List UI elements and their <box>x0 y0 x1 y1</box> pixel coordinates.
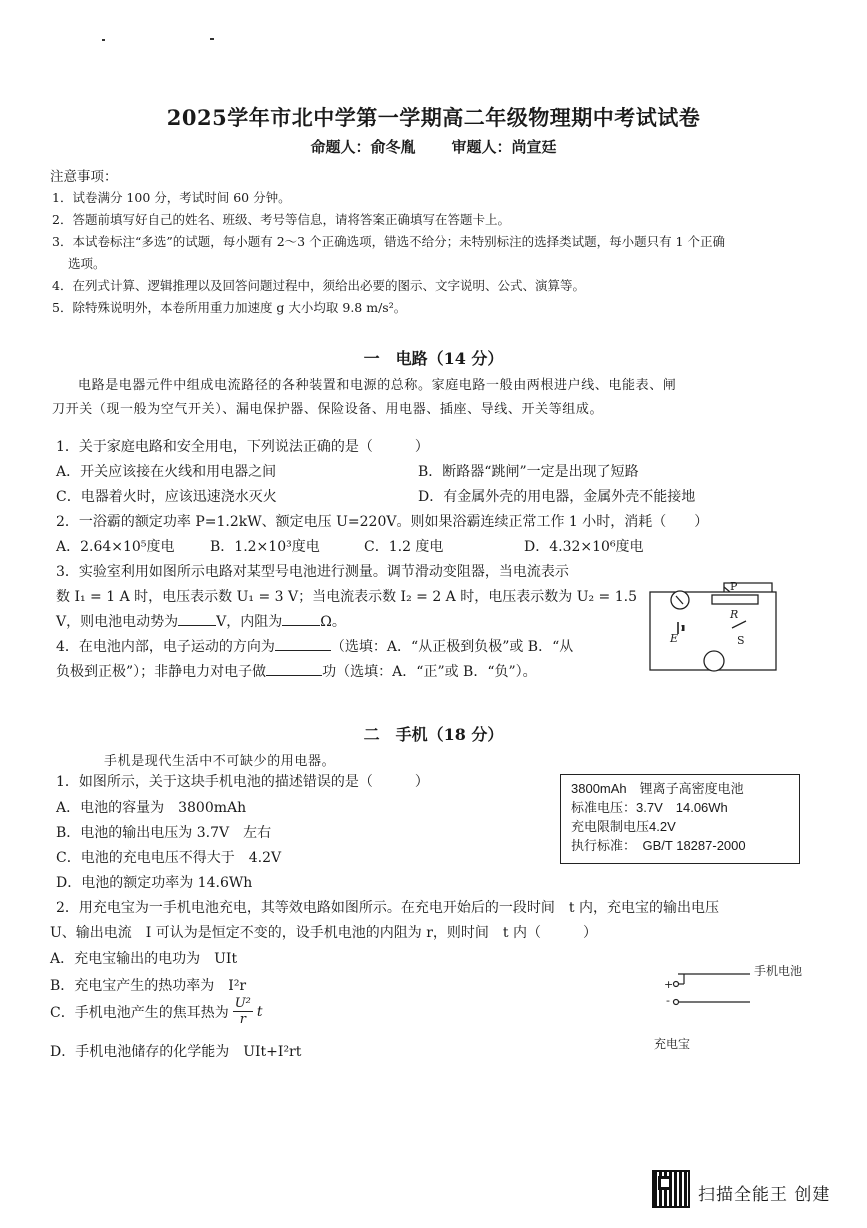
option-b: B．充电宝产生的热功率为 I²r <box>50 978 247 994</box>
question-fill-line <box>56 661 537 681</box>
section-1-heading: 一 电路（14 分） <box>363 349 504 368</box>
battery-label-line: 标准电压：3.7V 14.06Wh <box>571 800 728 815</box>
terminal-minus <box>674 1000 679 1005</box>
option-c: C．电池的充电电压不得大于 4.2V <box>56 850 282 866</box>
option-d: D．4.32×10⁶度电 <box>524 539 644 555</box>
fill-text: V，则电池电动势为 <box>56 614 179 630</box>
section-1-intro: 电路是电器元件中组成电流路径的各种装置和电源的总称。家庭电路一般由两根进户线、电能表、闸 <box>78 378 677 393</box>
option-b: B．断路器“跳闸”一定是出现了短路 <box>418 464 639 480</box>
question-stem: 1．如图所示，关于这块手机电池的描述错误的是（ ） <box>56 774 429 790</box>
option-b: B．1.2×10³度电 <box>210 539 320 555</box>
notes-heading: 注意事项： <box>50 169 118 185</box>
option-c-tail: t <box>256 1003 263 1020</box>
label-e: E <box>670 632 679 645</box>
option-d: D．有金属外壳的用电器，金属外壳不能接地 <box>418 489 696 505</box>
note-item: 1．试卷满分 100 分，考试时间 60 分钟。 <box>52 190 291 205</box>
question-fill-line <box>56 611 346 631</box>
rheostat-icon <box>712 595 758 604</box>
section-2-heading: 二 手机（18 分） <box>363 725 504 744</box>
fill-text: 负极到正极”）；非静电力对电子做 <box>56 664 267 680</box>
answer-blank-direction[interactable] <box>275 638 331 651</box>
battery-label-line: 充电限制电压4.2V <box>571 819 676 834</box>
note-item: 5．除特殊说明外，本卷所用重力加速度 g 大小均取 9.8 m/s²。 <box>52 300 407 315</box>
option-a: A．电池的容量为 3800mAh <box>56 800 247 816</box>
question-stem: 数 I₁ = 1 A 时，电压表示数 U₁ = 3 V；当电流表示数 I₂ = 2 A 时，电压表示数为 U₂ = 1.5 <box>56 589 637 605</box>
note-item: 3．本试卷标注“多选”的试题，每小题有 2～3 个正确选项，错选不给分；未特别标注的选择类试题，每小题只有 1 个正确 <box>52 234 725 249</box>
question-stem: 3．实验室利用如图所示电路对某型号电池进行测量。调节滑动变阻器，当电流表示 <box>56 564 569 580</box>
circuit-diagram <box>640 578 800 678</box>
power-bank-label: 充电宝 <box>654 1037 691 1051</box>
section-2-intro: 手机是现代生活中不可缺少的用电器。 <box>104 754 336 769</box>
option-d: D．电池的额定功率为 14.6Wh <box>56 875 253 891</box>
option-b: B．电池的输出电压为 3.7V 左右 <box>56 825 272 841</box>
option-c: C．1.2 度电 <box>364 539 444 555</box>
label-r: R <box>730 608 739 621</box>
answer-blank-emf[interactable] <box>178 613 216 626</box>
note-item: 2．答题前填写好自己的姓名、班级、考号等信息，请将答案正确填写在答题卡上。 <box>52 212 510 227</box>
battery-label <box>560 774 800 864</box>
scan-speck <box>210 38 214 40</box>
battery-label-line: 3800mAh 锂离子高密度电池 <box>571 781 744 796</box>
reviewer: 审题人：尚宣廷 <box>451 138 557 156</box>
scan-speck <box>102 39 105 41</box>
section-1-intro: 刀开关（现一般为空气开关）、漏电保护器、保险设备、用电器、插座、导线、开关等组成。 <box>52 402 604 417</box>
option-c-text: C．手机电池产生的焦耳热为 <box>50 1004 229 1021</box>
label-s: S <box>737 634 745 647</box>
fill-text: 功（选填：A．“正”或 B．“负”）。 <box>322 664 537 680</box>
question-stem: 2．用充电宝为一手机电池充电，其等效电路如图所示。在充电开始后的一段时间 t 内，充电宝的输出电压 <box>56 900 719 916</box>
charger-diagram <box>650 962 803 1054</box>
option-c: C．电器着火时，应该迅速浇水灭火 <box>56 489 277 505</box>
fraction-denominator: r <box>239 1012 246 1027</box>
note-item: 选项。 <box>68 256 106 271</box>
switch-icon <box>732 621 746 628</box>
answer-blank-work[interactable] <box>266 663 322 676</box>
option-a: A．2.64×10⁵度电 <box>56 539 175 555</box>
question-stem: U、输出电流 I 可认为是恒定不变的，设手机电池的内阻为 r，则时间 t 内（ ） <box>50 925 597 941</box>
fill-text: V，内阻为 <box>216 614 283 630</box>
fill-text: Ω。 <box>320 614 346 630</box>
option-d: D．手机电池储存的化学能为 UIt+I²rt <box>50 1044 302 1060</box>
scanner-watermark: 扫描全能王 创建 <box>698 1185 831 1205</box>
note-item: 4．在列式计算、逻辑推理以及回答问题过程中，须给出必要的图示、文字说明、公式、演算等。 <box>52 278 585 293</box>
exam-authors <box>0 136 867 157</box>
option-c <box>50 996 263 1027</box>
plus-label: + <box>664 978 674 991</box>
option-a: A．开关应该接在火线和用电器之间 <box>56 464 277 480</box>
setter: 命题人：俞冬胤 <box>310 138 416 156</box>
exam-title: 2025学年市北中学第一学期高二年级物理期中考试试卷 <box>166 105 701 130</box>
question-stem: 2．一浴霸的额定功率 P=1.2kW、额定电压 U=220V。则如果浴霸连续正常工作 1 小时，消耗（ ） <box>56 514 709 530</box>
phone-battery-label: 手机电池 <box>754 964 803 978</box>
question-fill-line <box>56 636 573 656</box>
voltmeter-icon <box>704 651 724 671</box>
fill-text: （选填：A．“从正极到负极”或 B．“从 <box>330 639 574 655</box>
answer-blank-resistance[interactable] <box>282 613 320 626</box>
minus-label: - <box>666 994 670 1007</box>
label-p: P <box>730 580 738 593</box>
qr-code-icon <box>652 1170 690 1208</box>
fraction-numerator: U² <box>234 996 251 1011</box>
option-a: A．充电宝输出的电功为 UIt <box>50 951 238 967</box>
fill-text: 4．在电池内部，电子运动的方向为 <box>56 639 275 655</box>
terminal-plus <box>674 982 679 987</box>
battery-label-line: 执行标准： GB/T 18287-2000 <box>571 838 746 853</box>
question-stem: 1．关于家庭电路和安全用电，下列说法正确的是（ ） <box>56 439 429 455</box>
fraction <box>233 996 253 1027</box>
